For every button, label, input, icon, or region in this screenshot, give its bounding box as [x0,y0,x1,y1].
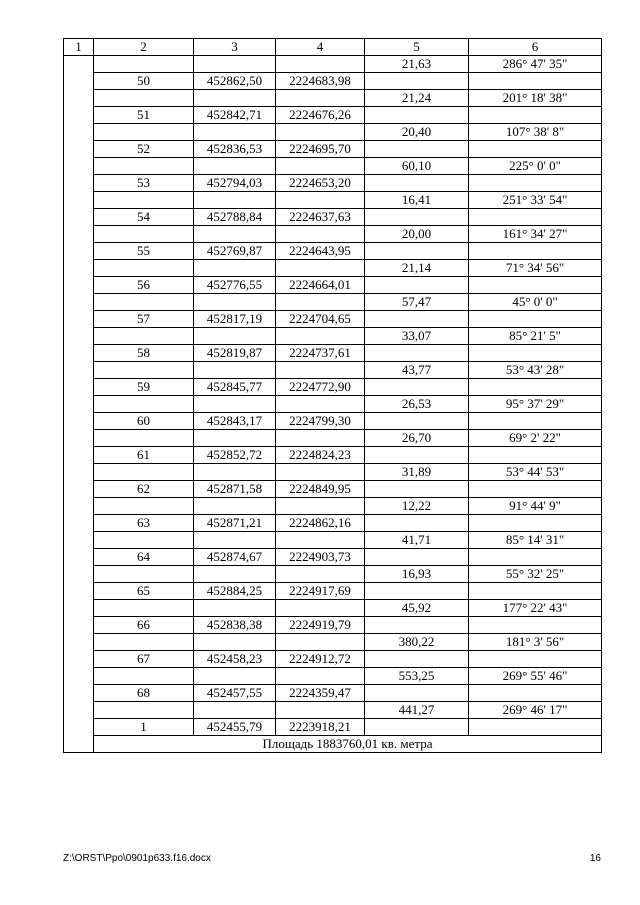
bearing-cell: 53° 44' 53" [469,464,602,481]
x-coordinate-cell [194,124,276,141]
table-row [64,515,602,532]
y-coordinate-cell: 2224695,70 [276,141,365,158]
x-coordinate-cell [194,634,276,651]
y-coordinate-cell [276,566,365,583]
table-row [64,634,602,651]
y-coordinate-cell [276,600,365,617]
table-body [64,56,602,753]
bearing-cell: 107° 38' 8" [469,124,602,141]
bearing-cell: 85° 21' 5" [469,328,602,345]
table-row [64,702,602,719]
point-number-cell: 1 [94,719,194,736]
y-coordinate-cell: 2224637,63 [276,209,365,226]
x-coordinate-cell: 452843,17 [194,413,276,430]
length-cell: 21,24 [365,90,469,107]
area-row [64,736,602,753]
bearing-cell [469,311,602,328]
bearing-cell [469,685,602,702]
table-row [64,532,602,549]
point-number-cell: 53 [94,175,194,192]
table-row [64,124,602,141]
length-cell: 31,89 [365,464,469,481]
x-coordinate-cell: 452788,84 [194,209,276,226]
point-number-cell [94,498,194,515]
y-coordinate-cell: 2224643,95 [276,243,365,260]
x-coordinate-cell [194,226,276,243]
bearing-cell: 286° 47' 35" [469,56,602,73]
length-cell [365,413,469,430]
point-number-cell: 58 [94,345,194,362]
bearing-cell: 91° 44' 9" [469,498,602,515]
table-row [64,141,602,158]
y-coordinate-cell: 2223918,21 [276,719,365,736]
table-row [64,464,602,481]
point-number-cell [94,56,194,73]
length-cell [365,209,469,226]
length-cell [365,719,469,736]
table-row [64,90,602,107]
table-row [64,175,602,192]
point-number-cell: 51 [94,107,194,124]
x-coordinate-cell: 452871,21 [194,515,276,532]
length-cell [365,515,469,532]
length-cell [365,617,469,634]
point-number-cell [94,566,194,583]
x-coordinate-cell [194,260,276,277]
bearing-cell [469,583,602,600]
y-coordinate-cell: 2224772,90 [276,379,365,396]
length-cell [365,345,469,362]
x-coordinate-cell [194,192,276,209]
point-number-cell: 55 [94,243,194,260]
table-row [64,379,602,396]
table-row [64,498,602,515]
y-coordinate-cell [276,634,365,651]
length-cell [365,311,469,328]
document-page [63,38,601,753]
table-row [64,583,602,600]
y-coordinate-cell: 2224683,98 [276,73,365,90]
x-coordinate-cell: 452817,19 [194,311,276,328]
bearing-cell [469,141,602,158]
bearing-cell [469,175,602,192]
length-cell: 41,71 [365,532,469,549]
x-coordinate-cell: 452457,55 [194,685,276,702]
table-row [64,260,602,277]
bearing-cell: 225° 0' 0" [469,158,602,175]
point-number-cell [94,668,194,685]
table-row [64,685,602,702]
length-cell [365,175,469,192]
length-cell [365,685,469,702]
table-row [64,396,602,413]
bearing-cell: 95° 37' 29" [469,396,602,413]
length-cell: 43,77 [365,362,469,379]
length-cell: 20,00 [365,226,469,243]
length-cell [365,243,469,260]
x-coordinate-cell: 452836,53 [194,141,276,158]
header-col-5: 5 [365,39,469,56]
bearing-cell: 181° 3' 56" [469,634,602,651]
bearing-cell [469,515,602,532]
point-number-cell: 64 [94,549,194,566]
x-coordinate-cell: 452769,87 [194,243,276,260]
y-coordinate-cell: 2224919,79 [276,617,365,634]
length-cell [365,481,469,498]
table-row [64,413,602,430]
x-coordinate-cell: 452852,72 [194,447,276,464]
bearing-cell: 251° 33' 54" [469,192,602,209]
col1-merged-cell [64,56,94,753]
y-coordinate-cell: 2224653,20 [276,175,365,192]
table-row [64,328,602,345]
point-number-cell: 50 [94,73,194,90]
length-cell: 33,07 [365,328,469,345]
bearing-cell: 53° 43' 28" [469,362,602,379]
table-row [64,209,602,226]
y-coordinate-cell [276,532,365,549]
page-number: 16 [589,853,601,864]
x-coordinate-cell: 452776,55 [194,277,276,294]
x-coordinate-cell [194,600,276,617]
length-cell: 380,22 [365,634,469,651]
page-footer [63,853,601,867]
point-number-cell [94,532,194,549]
length-cell: 21,14 [365,260,469,277]
length-cell [365,583,469,600]
table-row [64,243,602,260]
y-coordinate-cell [276,668,365,685]
table-row [64,192,602,209]
table-row [64,430,602,447]
point-number-cell [94,192,194,209]
point-number-cell: 67 [94,651,194,668]
length-cell: 21,63 [365,56,469,73]
table-row [64,158,602,175]
bearing-cell: 177° 22' 43" [469,600,602,617]
y-coordinate-cell [276,56,365,73]
y-coordinate-cell: 2224849,95 [276,481,365,498]
header-col-1: 1 [64,39,94,56]
table-row [64,600,602,617]
point-number-cell: 60 [94,413,194,430]
length-cell [365,73,469,90]
bearing-cell: 269° 46' 17" [469,702,602,719]
file-path: Z:\ORST\Ppo\0901p633.f16.docx [63,853,211,864]
point-number-cell [94,90,194,107]
length-cell: 57,47 [365,294,469,311]
point-number-cell [94,260,194,277]
bearing-cell [469,107,602,124]
y-coordinate-cell: 2224903,73 [276,549,365,566]
length-cell: 26,53 [365,396,469,413]
point-number-cell [94,464,194,481]
length-cell: 26,70 [365,430,469,447]
bearing-cell [469,243,602,260]
y-coordinate-cell: 2224862,16 [276,515,365,532]
y-coordinate-cell: 2224664,01 [276,277,365,294]
length-cell [365,379,469,396]
coordinates-table [63,38,602,753]
length-cell [365,277,469,294]
x-coordinate-cell: 452874,67 [194,549,276,566]
bearing-cell: 269° 55' 46" [469,668,602,685]
y-coordinate-cell [276,464,365,481]
length-cell: 12,22 [365,498,469,515]
y-coordinate-cell: 2224912,72 [276,651,365,668]
area-total-cell: Площадь 1883760,01 кв. метра [94,736,602,753]
x-coordinate-cell: 452845,77 [194,379,276,396]
y-coordinate-cell: 2224676,26 [276,107,365,124]
table-row [64,566,602,583]
y-coordinate-cell [276,260,365,277]
x-coordinate-cell: 452871,58 [194,481,276,498]
length-cell: 16,41 [365,192,469,209]
point-number-cell [94,600,194,617]
point-number-cell [94,158,194,175]
y-coordinate-cell [276,294,365,311]
x-coordinate-cell: 452819,87 [194,345,276,362]
bearing-cell: 45° 0' 0" [469,294,602,311]
x-coordinate-cell [194,328,276,345]
bearing-cell [469,209,602,226]
x-coordinate-cell: 452458,23 [194,651,276,668]
bearing-cell: 85° 14' 31" [469,532,602,549]
point-number-cell: 61 [94,447,194,464]
y-coordinate-cell [276,158,365,175]
point-number-cell [94,702,194,719]
table-row [64,73,602,90]
table-row [64,651,602,668]
length-cell [365,549,469,566]
x-coordinate-cell [194,294,276,311]
point-number-cell: 65 [94,583,194,600]
table-row [64,481,602,498]
y-coordinate-cell [276,328,365,345]
header-col-6: 6 [469,39,602,56]
x-coordinate-cell [194,532,276,549]
x-coordinate-cell [194,396,276,413]
x-coordinate-cell [194,56,276,73]
length-cell: 553,25 [365,668,469,685]
table-row [64,226,602,243]
bearing-cell [469,413,602,430]
table-row [64,345,602,362]
y-coordinate-cell: 2224704,65 [276,311,365,328]
length-cell: 441,27 [365,702,469,719]
bearing-cell: 71° 34' 56" [469,260,602,277]
point-number-cell: 56 [94,277,194,294]
point-number-cell [94,634,194,651]
x-coordinate-cell [194,158,276,175]
point-number-cell: 62 [94,481,194,498]
point-number-cell [94,226,194,243]
length-cell: 60,10 [365,158,469,175]
bearing-cell: 201° 18' 38" [469,90,602,107]
table-row [64,719,602,736]
y-coordinate-cell [276,124,365,141]
y-coordinate-cell: 2224824,23 [276,447,365,464]
point-number-cell: 68 [94,685,194,702]
bearing-cell [469,277,602,294]
header-col-2: 2 [94,39,194,56]
x-coordinate-cell: 452842,71 [194,107,276,124]
table-row [64,668,602,685]
table-header-row [64,39,602,56]
x-coordinate-cell [194,702,276,719]
length-cell [365,447,469,464]
x-coordinate-cell: 452862,50 [194,73,276,90]
table-row [64,362,602,379]
x-coordinate-cell [194,498,276,515]
table-row [64,549,602,566]
y-coordinate-cell: 2224917,69 [276,583,365,600]
length-cell: 16,93 [365,566,469,583]
table-row [64,447,602,464]
y-coordinate-cell: 2224737,61 [276,345,365,362]
table-row [64,56,602,73]
x-coordinate-cell: 452838,38 [194,617,276,634]
bearing-cell: 69° 2' 22" [469,430,602,447]
bearing-cell [469,379,602,396]
bearing-cell [469,447,602,464]
x-coordinate-cell [194,430,276,447]
table-row [64,277,602,294]
y-coordinate-cell [276,430,365,447]
bearing-cell [469,651,602,668]
x-coordinate-cell [194,362,276,379]
x-coordinate-cell [194,668,276,685]
bearing-cell [469,617,602,634]
length-cell [365,141,469,158]
point-number-cell: 57 [94,311,194,328]
y-coordinate-cell [276,90,365,107]
header-col-3: 3 [194,39,276,56]
length-cell: 45,92 [365,600,469,617]
y-coordinate-cell [276,702,365,719]
bearing-cell [469,73,602,90]
point-number-cell: 59 [94,379,194,396]
bearing-cell [469,549,602,566]
table-row [64,311,602,328]
table-row [64,617,602,634]
x-coordinate-cell [194,90,276,107]
table-row [64,294,602,311]
bearing-cell: 161° 34' 27" [469,226,602,243]
point-number-cell [94,396,194,413]
length-cell [365,651,469,668]
point-number-cell: 63 [94,515,194,532]
bearing-cell [469,481,602,498]
x-coordinate-cell [194,566,276,583]
x-coordinate-cell [194,464,276,481]
point-number-cell [94,362,194,379]
point-number-cell: 52 [94,141,194,158]
y-coordinate-cell: 2224359,47 [276,685,365,702]
point-number-cell: 66 [94,617,194,634]
header-col-4: 4 [276,39,365,56]
point-number-cell [94,124,194,141]
point-number-cell [94,328,194,345]
point-number-cell [94,430,194,447]
bearing-cell [469,719,602,736]
y-coordinate-cell [276,362,365,379]
table-row [64,107,602,124]
x-coordinate-cell: 452455,79 [194,719,276,736]
x-coordinate-cell: 452884,25 [194,583,276,600]
y-coordinate-cell [276,192,365,209]
length-cell: 20,40 [365,124,469,141]
y-coordinate-cell [276,498,365,515]
point-number-cell: 54 [94,209,194,226]
y-coordinate-cell [276,396,365,413]
x-coordinate-cell: 452794,03 [194,175,276,192]
bearing-cell [469,345,602,362]
length-cell [365,107,469,124]
y-coordinate-cell [276,226,365,243]
point-number-cell [94,294,194,311]
y-coordinate-cell: 2224799,30 [276,413,365,430]
bearing-cell: 55° 32' 25" [469,566,602,583]
